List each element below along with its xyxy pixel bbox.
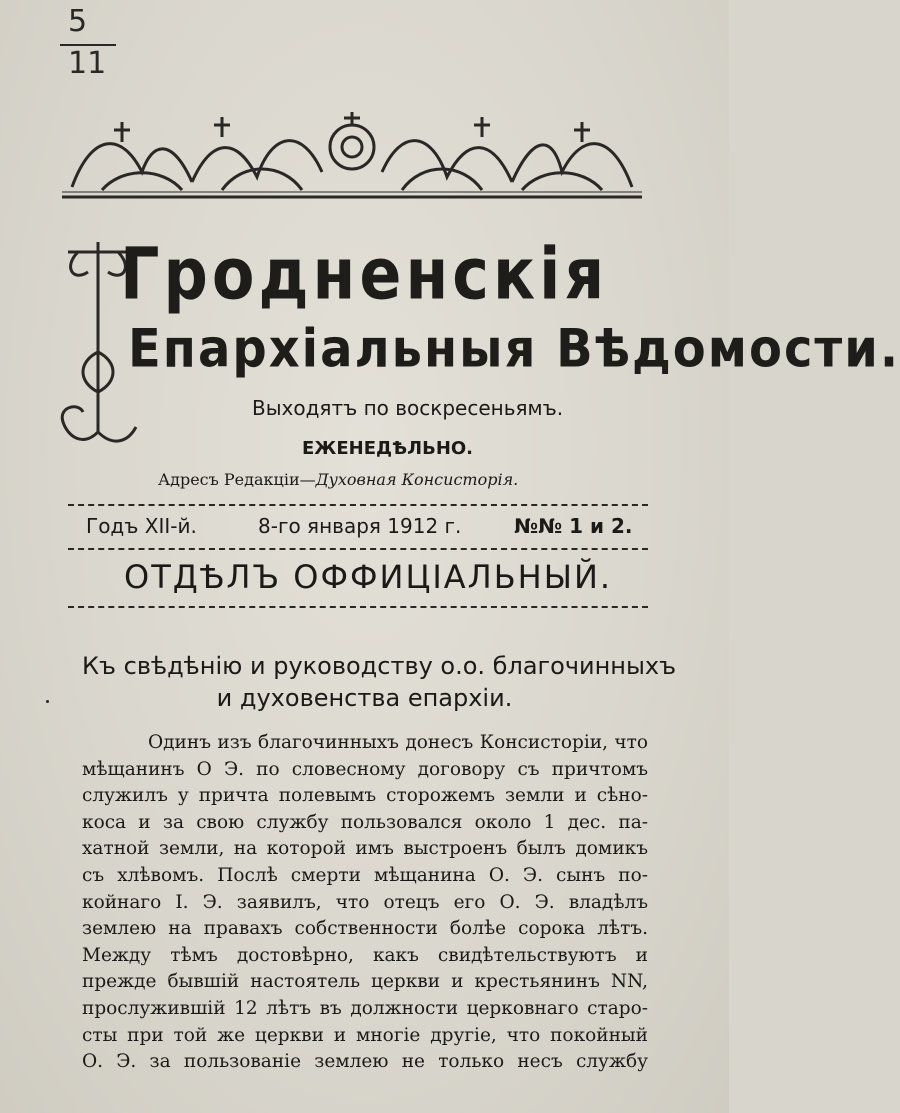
article-line: коса и за свою службу пользовался около 1 дес. па- xyxy=(82,811,648,833)
publication-frequency: Выходятъ по воскресеньямъ. xyxy=(252,396,564,420)
issue-date: 8-го января 1912 г. xyxy=(258,514,462,538)
masthead-title-line1: Гродненскія xyxy=(120,232,609,316)
margin-mark xyxy=(46,700,49,703)
article-line: Одинъ изъ благочинныхъ донесъ Консисторіи, что xyxy=(148,732,648,753)
article-line: прежде бывшій настоятель церкви и крестьянинъ NN, xyxy=(82,971,648,993)
article-line: служилъ у причта полевымъ сторожемъ земли и сѣно- xyxy=(82,785,648,807)
divider-middle xyxy=(68,548,648,550)
section-title: ОТДѢЛЪ ОФФИЦІАЛЬНЫЙ. xyxy=(124,558,613,596)
handwritten-number-top: 5 xyxy=(68,4,88,39)
article-line: прослужившій 12 лѣтъ въ должности церковнаго старо- xyxy=(82,998,648,1019)
article-line: съ хлѣвомъ. Послѣ смерти мѣщанина О. Э. сынъ по- xyxy=(82,865,648,886)
address-value: Духовная Консисторія. xyxy=(315,470,519,489)
article-line: Между тѣмъ достовѣрно, какъ свидѣтельствуютъ и xyxy=(82,944,648,966)
divider-section xyxy=(68,606,648,608)
address-label: Адресъ Редакціи— xyxy=(158,470,316,489)
divider-top xyxy=(68,504,648,506)
article-heading-line1: Къ свѣдѣнію и руководству о.о. благочинныхъ xyxy=(82,652,677,680)
masthead-title-line2: Епархіальныя Вѣдомости. xyxy=(128,318,900,380)
article-line: хатной земли, на которой имъ выстроенъ былъ домикъ xyxy=(82,838,648,860)
article-line: койнаго I. Э. заявилъ, что отецъ его О. Э. владѣлъ xyxy=(82,891,648,913)
header-ornament xyxy=(62,112,642,202)
issue-year: Годъ XII-й. xyxy=(86,514,197,538)
handwritten-number-bottom: 11 xyxy=(68,46,107,81)
article-line: мѣщанинъ О Э. по словесному договору съ причтомъ xyxy=(82,758,648,780)
article-line: землею на правахъ собственности болѣе сорока лѣтъ. xyxy=(82,918,648,940)
issue-numbers: №№ 1 и 2. xyxy=(514,514,633,538)
publication-address xyxy=(158,470,518,489)
article-line: сты при той же церкви и многіе другіе, что покойный xyxy=(82,1024,648,1046)
publication-weekly: ЕЖЕНЕДѢЛЬНО. xyxy=(302,438,474,459)
article-line: О. Э. за пользованіе землею не только несъ службу xyxy=(82,1051,648,1073)
article-heading-line2: и духовенства епархіи. xyxy=(216,684,513,712)
